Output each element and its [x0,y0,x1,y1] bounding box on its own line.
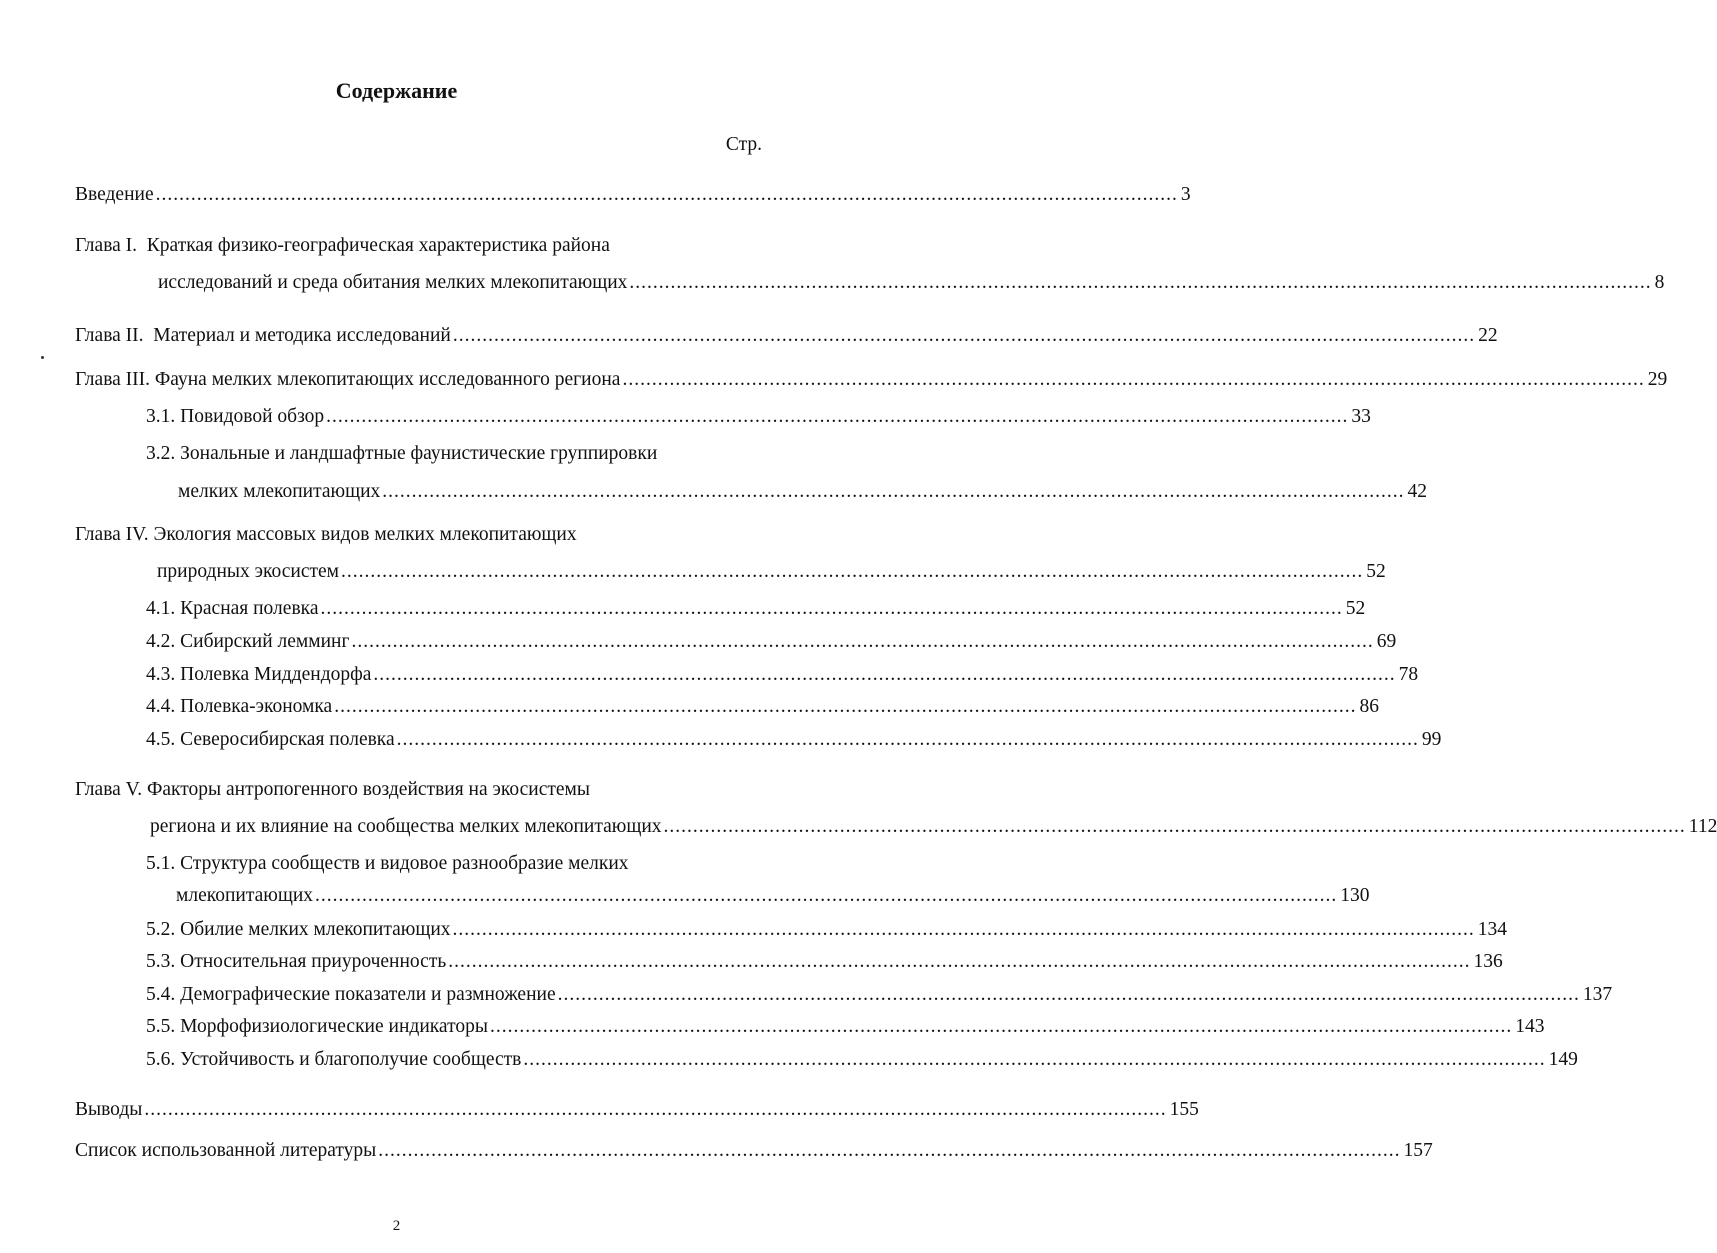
toc-entry[interactable] [146,1014,1545,1040]
toc-entry-page: 137 [1582,984,1613,1005]
toc-entry-text: 4.1. Красная полевка [146,598,319,619]
toc-entry[interactable] [75,777,590,803]
toc-entry-text: Глава II. Материал и методика исследований [75,325,451,346]
toc-entry[interactable] [75,522,577,548]
leader-dots: .............................................................................................................................................................................. [315,885,1338,906]
leader-dots: .............................................................................................................................................................................. [452,919,1475,940]
stray-mark [41,356,44,359]
toc-entry-page: 52 [1345,598,1366,619]
toc-entry-text: мелких млекопитающих [178,481,381,502]
toc-entry-page: 29 [1647,369,1668,390]
leader-dots: .............................................................................................................................................................................. [320,598,1343,619]
toc-entry-text: 5.1. Структура сообществ и видовое разнообразие мелких [146,853,629,874]
toc-entry[interactable] [146,851,629,877]
toc-entry[interactable] [178,479,1428,505]
toc-entry-text: 3.2. Зональные и ландшафтные фаунистические группировки [146,443,658,464]
toc-entry-text: 4.5. Северосибирская полевка [146,729,395,750]
toc-entry[interactable] [176,883,1370,909]
toc-entry-text: Список использованной литературы [75,1140,377,1161]
toc-entry-page: 112 [1688,816,1717,837]
toc-entry-page: 22 [1478,325,1498,346]
toc-entry-text: 3.1. Повидовой обзор [146,406,325,427]
leader-dots: .............................................................................................................................................................................. [523,1049,1546,1070]
leader-dots: .............................................................................................................................................................................. [448,951,1471,972]
toc-entry-text: Выводы [75,1099,143,1120]
leader-dots: .............................................................................................................................................................................. [351,631,1374,652]
leader-dots: .............................................................................................................................................................................. [452,325,1476,346]
toc-entry[interactable] [146,404,1371,430]
toc-entry-page: 52 [1366,561,1386,582]
toc-entry-page: 33 [1351,406,1371,427]
toc-entry-page: 143 [1515,1016,1545,1037]
toc-entry-page: 130 [1340,885,1370,906]
toc-entry[interactable] [146,662,1419,688]
toc-entry[interactable] [75,1097,1199,1123]
leader-dots: .............................................................................................................................................................................. [326,406,1349,427]
toc-entry-page: 78 [1398,664,1419,685]
toc-entry[interactable] [150,814,1717,840]
toc-entry-text: Глава III. Фауна мелких млекопитающих исследованного региона [75,369,621,390]
toc-entry[interactable] [146,727,1442,753]
toc-entry[interactable] [146,441,657,467]
toc-entry-page: 155 [1169,1099,1199,1120]
leader-dots: .............................................................................................................................................................................. [382,481,1405,502]
toc-entry[interactable] [146,596,1366,622]
leader-dots: .............................................................................................................................................................................. [489,1016,1513,1037]
toc-entry-text: Введение [75,184,154,205]
leader-dots: .............................................................................................................................................................................. [144,1099,1167,1120]
toc-entry[interactable] [75,1138,1433,1164]
toc-entry-page: 8 [1654,272,1665,293]
toc-entry[interactable] [75,233,610,259]
leader-dots: .............................................................................................................................................................................. [396,729,1419,750]
toc-entry-text: 4.4. Полевка-экономка [146,696,333,717]
toc-entry[interactable] [146,694,1379,720]
toc-entry-page: 134 [1477,919,1508,940]
toc-entry-page: 157 [1403,1140,1433,1161]
toc-entry[interactable] [146,982,1613,1008]
toc-entry[interactable] [157,559,1386,585]
leader-dots: .............................................................................................................................................................................. [378,1140,1401,1161]
leader-dots: .............................................................................................................................................................................. [341,561,1364,582]
toc-entry-text: 5.5. Морфофизиологические индикаторы [146,1016,488,1037]
leader-dots: .............................................................................................................................................................................. [629,272,1652,293]
leader-dots: .............................................................................................................................................................................. [663,816,1686,837]
page-title: Содержание [335,78,458,103]
toc-entry-page: 86 [1359,696,1379,717]
toc-entry-text: Глава IV. Экология массовых видов мелких млекопитающих [75,524,577,545]
toc-entry-text: Глава I. Краткая физико-географическая характеристика района [75,235,610,256]
toc-entry[interactable] [75,182,1191,208]
toc-entry[interactable] [146,629,1397,655]
toc-entry[interactable] [146,949,1503,975]
leader-dots: .............................................................................................................................................................................. [622,369,1645,390]
toc-entry-page: 136 [1473,951,1503,972]
leader-dots: .............................................................................................................................................................................. [155,184,1178,205]
toc-entry[interactable] [158,270,1665,296]
toc-entry-text: 5.4. Демографические показатели и размножение [146,984,556,1005]
toc-entry[interactable] [75,323,1498,349]
leader-dots: .............................................................................................................................................................................. [557,984,1580,1005]
toc-entry-text: 5.6. Устойчивость и благополучие сообществ [146,1049,522,1070]
toc-entry-page: 149 [1548,1049,1578,1070]
toc-entry-text: Глава V. Факторы антропогенного воздействия на экосистемы [75,779,590,800]
toc-entry-text: 4.2. Сибирский лемминг [146,631,350,652]
toc-entry-text: исследований и среда обитания мелких млекопитающих [158,272,628,293]
toc-entry-text: 5.3. Относительная приуроченность [146,951,447,972]
toc-entry-page: 99 [1421,729,1442,750]
toc-entry-page: 3 [1180,184,1191,205]
leader-dots: .............................................................................................................................................................................. [334,696,1357,717]
toc-entry-text: млекопитающих [176,885,314,906]
toc-entry-page: 69 [1376,631,1397,652]
toc-entry[interactable] [75,367,1668,393]
toc-entry[interactable] [146,917,1508,943]
page-number: 2 [392,1218,401,1234]
toc-entry-text: 4.3. Полевка Миддендорфа [146,664,372,685]
toc-entry[interactable] [146,1047,1578,1073]
page-column-label: Стр. [725,134,762,155]
toc-entry-text: региона и их влияние на сообщества мелких млекопитающих [150,816,662,837]
leader-dots: .............................................................................................................................................................................. [373,664,1396,685]
toc-entry-page: 42 [1407,481,1428,502]
toc-entry-text: 5.2. Обилие мелких млекопитающих [146,919,451,940]
toc-entry-text: природных экосистем [157,561,339,582]
